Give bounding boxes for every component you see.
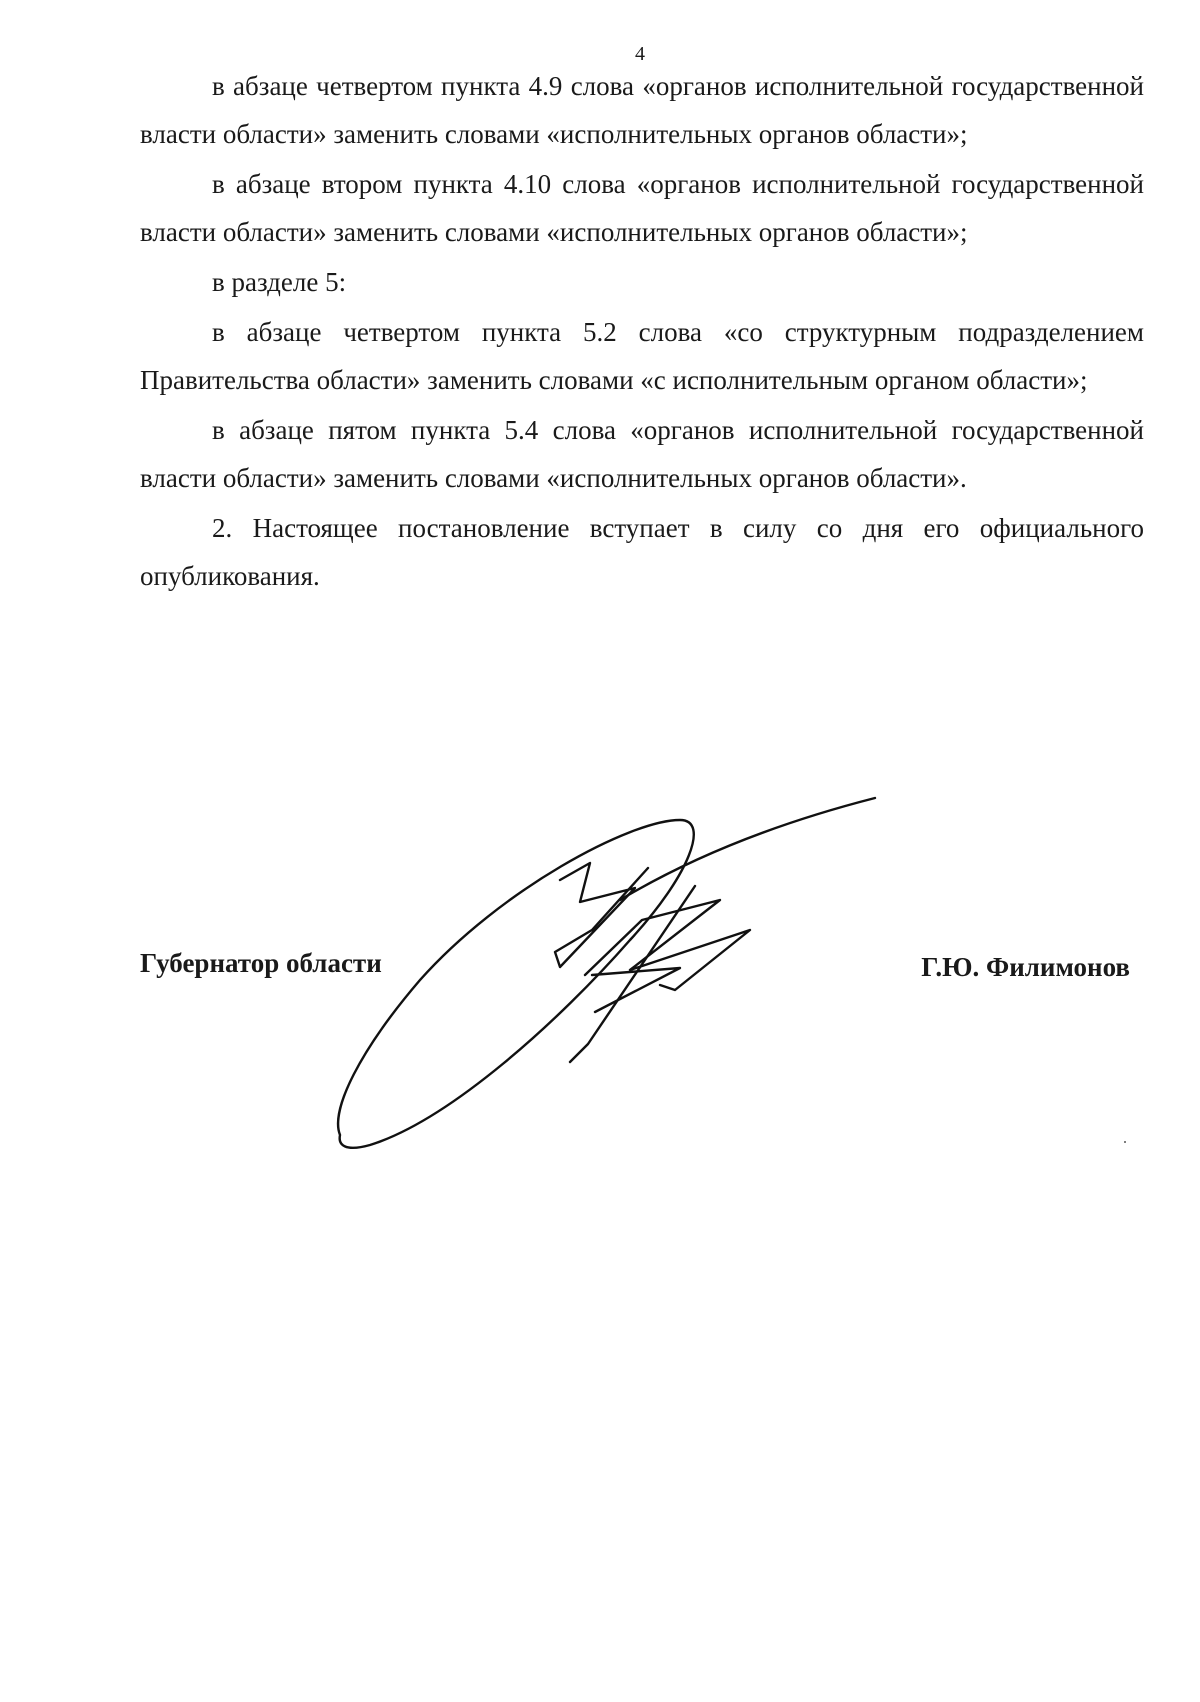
signatory-name: Г.Ю. Филимонов: [921, 952, 1130, 982]
signatory-position: Губернатор области: [140, 948, 382, 978]
paragraph-4-9: в абзаце четвертом пункта 4.9 слова «органов исполнительной государственной власти области» заменить словами «исполнительных органов области»;: [140, 71, 1144, 149]
page-number: 4: [635, 43, 645, 65]
paragraph-5-2: в абзаце четвертом пункта 5.2 слова «со структурным подразделением Правительства области» заменить словами «с исполнительным органом области»;: [140, 317, 1144, 395]
signature-zigzag-stroke: [555, 863, 648, 967]
signature-loop-stroke: [338, 820, 694, 1148]
signature-diagonal-stroke: [570, 886, 695, 1062]
scan-speck: [1124, 1141, 1126, 1143]
signature-sweep-stroke: [620, 798, 875, 900]
paragraph-4-10: в абзаце втором пункта 4.10 слова «органов исполнительной государственной власти области» заменить словами «исполнительных органов области»;: [140, 169, 1144, 247]
paragraph-effective-date: 2. Настоящее постановление вступает в силу со дня его официального опубликования.: [140, 513, 1144, 591]
handwritten-signature: [330, 780, 890, 1170]
document-body: [140, 62, 1144, 602]
paragraph-section-5: в разделе 5:: [212, 267, 347, 297]
paragraph-5-4: в абзаце пятом пункта 5.4 слова «органов исполнительной государственной власти области» заменить словами «исполнительных органов области».: [140, 415, 1144, 493]
